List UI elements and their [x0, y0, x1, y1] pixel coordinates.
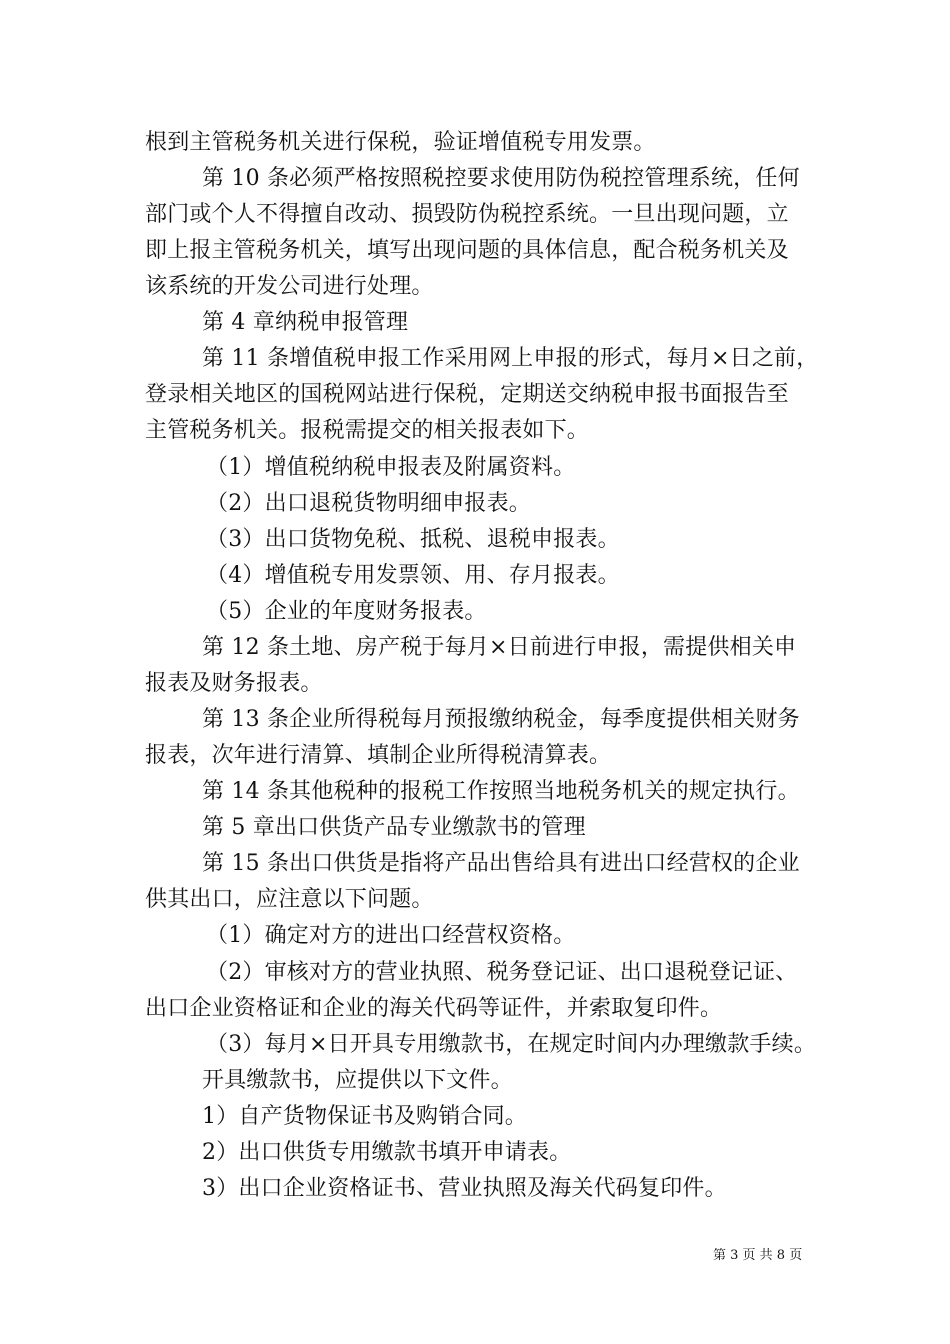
list-item: （1）增值税纳税申报表及附属资料。 [206, 455, 576, 480]
text-line: 第 15 条出口供货是指将产品出售给具有进出口经营权的企业 [202, 851, 800, 876]
text-line: 即上报主管税务机关，填写出现问题的具体信息，配合税务机关及 [145, 238, 789, 263]
text-line: 第 14 条其他税种的报税工作按照当地税务机关的规定执行。 [202, 779, 800, 804]
list-item: （4）增值税专用发票领、用、存月报表。 [206, 563, 620, 588]
text-line: 第 13 条企业所得税每月预报缴纳税金，每季度提供相关财务 [202, 707, 800, 732]
list-item: （3）出口货物免税、抵税、退税申报表。 [206, 527, 620, 552]
text-line: 该系统的开发公司进行处理。 [145, 274, 434, 299]
text-line: 开具缴款书，应提供以下文件。 [202, 1068, 513, 1093]
text-line: 报表，次年进行清算、填制企业所得税清算表。 [145, 743, 612, 768]
text-line: 主管税务机关。报税需提交的相关报表如下。 [145, 418, 590, 443]
chapter-heading: 第 4 章纳税申报管理 [202, 310, 409, 335]
list-item: （2）审核对方的营业执照、税务登记证、出口退税登记证、 [206, 960, 798, 985]
text-line: 第 12 条土地、房产税于每月×日前进行申报，需提供相关申 [202, 635, 797, 660]
text-line: 根到主管税务机关进行保税，验证增值税专用发票。 [145, 130, 656, 155]
chapter-heading: 第 5 章出口供货产品专业缴款书的管理 [202, 815, 586, 840]
list-item: （2）出口退税货物明细申报表。 [206, 491, 531, 516]
list-item: 3）出口企业资格证书、营业执照及海关代码复印件。 [202, 1176, 727, 1201]
list-item: 2）出口供货专用缴款书填开申请表。 [202, 1140, 572, 1165]
text-line: 出口企业资格证和企业的海关代码等证件，并索取复印件。 [145, 996, 723, 1021]
page-number: 第 3 页 共 8 页 [713, 1248, 803, 1263]
list-item: 1）自产货物保证书及购销合同。 [202, 1104, 527, 1129]
text-line: 登录相关地区的国税网站进行保税，定期送交纳税申报书面报告至 [145, 382, 789, 407]
list-item: （3）每月×日开具专用缴款书，在规定时间内办理缴款手续。 [206, 1032, 817, 1057]
list-item: （5）企业的年度财务报表。 [206, 599, 487, 624]
text-line: 第 10 条必须严格按照税控要求使用防伪税控管理系统，任何 [202, 166, 800, 191]
text-line: 部门或个人不得擅自改动、损毁防伪税控系统。一旦出现问题，立 [145, 202, 789, 227]
text-line: 报表及财务报表。 [145, 671, 323, 696]
text-line: 第 11 条增值税申报工作采用网上申报的形式，每月×日之前， [202, 346, 819, 371]
list-item: （1）确定对方的进出口经营权资格。 [206, 923, 576, 948]
text-line: 供其出口，应注意以下问题。 [145, 887, 434, 912]
